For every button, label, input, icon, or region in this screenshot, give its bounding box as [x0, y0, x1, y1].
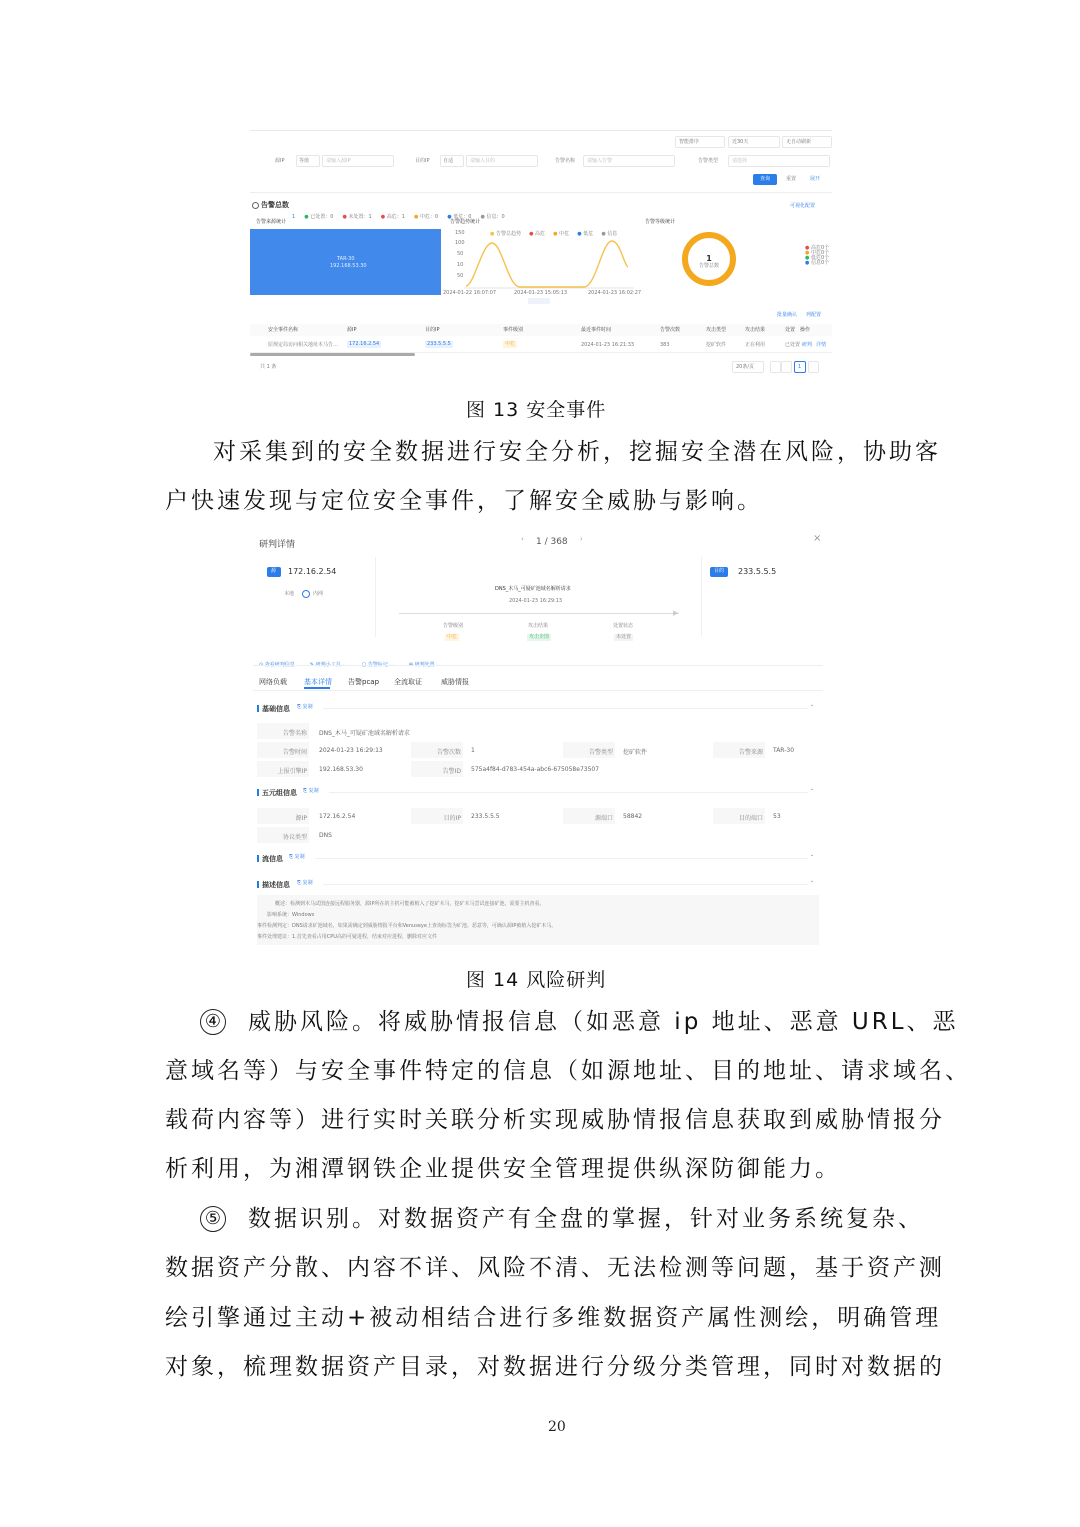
step-label: 攻击结果: [528, 623, 549, 629]
table-total: 共 1 条: [260, 364, 277, 370]
col-count: 告警次数: [660, 327, 681, 333]
source-panel-title: 告警来源统计: [256, 219, 287, 225]
page-current[interactable]: 1: [794, 361, 806, 373]
dest-card: 目的 233.5.5.5: [701, 557, 820, 637]
step-label: 告警级别: [443, 623, 464, 629]
alarm-name-label: 告警名称: [555, 158, 576, 164]
alarm-icon: [252, 202, 259, 209]
tab-alarm-pcap[interactable]: 告警pcap: [348, 678, 380, 686]
figure-14-caption: 图 14 风险研判: [466, 969, 607, 991]
section-description: 描述信息: [257, 880, 290, 890]
col-attack-type: 攻击类型: [706, 327, 727, 333]
source-ip-input[interactable]: 请输入源IP: [322, 155, 394, 167]
detail-link[interactable]: 详情: [816, 342, 827, 348]
level-legend: ● 高危0个 ● 中危0个 ● 低危0个 ● 信息0个: [805, 245, 830, 266]
flow-time: 2024-01-23 16:29:13: [509, 598, 563, 604]
pager-count: 1 / 368: [536, 537, 568, 547]
copy-button[interactable]: ⎘ 复制: [289, 854, 305, 860]
source-ip-label: 源IP: [275, 158, 285, 164]
alarm-type-label: 告警类型: [698, 158, 719, 164]
judge-detail-title: 研判详情: [259, 540, 296, 550]
dest-ip-mode[interactable]: 自适: [440, 155, 464, 167]
pager-next[interactable]: ›: [580, 535, 583, 543]
alarm-type-select[interactable]: 请选择: [728, 155, 830, 167]
judge-link[interactable]: 研判: [802, 342, 813, 348]
paragraph-line: 绘引擎通过主动+被动相结合进行多维数据资产属性测绘，明确管理: [165, 1305, 942, 1331]
dest-ip: 233.5.5.5: [738, 567, 777, 576]
page-first[interactable]: [781, 361, 792, 373]
alarm-name-input[interactable]: 请输入告警: [583, 155, 675, 167]
table-row[interactable]: 原规定局访问相关地址木马告… 172.16.2.54 233.5.5.5 中危 2024-01-23 16:21:33 383 挖矿软件 正在利用 已处置 研判 详情: [250, 338, 832, 353]
source-ip: 172.16.2.54: [288, 567, 337, 576]
step-value: 攻击企图: [529, 634, 550, 640]
refresh-select[interactable]: 无自动刷新: [782, 136, 832, 148]
paragraph-line: 析利用，为湘潭钢铁企业提供安全管理提供纵深防御能力。: [165, 1156, 841, 1182]
source-ip-mode[interactable]: 等值: [296, 155, 320, 167]
col-attack-result: 攻击结果: [745, 327, 766, 333]
figure-13-caption: 图 13 安全事件: [466, 399, 607, 421]
paragraph-line: 户快速发现与定位安全事件，了解安全威胁与影响。: [165, 488, 763, 514]
paragraph-line: 载荷内容等）进行实时关联分析实现威胁情报信息获取到威胁情报分: [165, 1107, 945, 1133]
network-icon: [302, 590, 310, 598]
col-level: 事件级别: [503, 327, 524, 333]
item-number: ④: [200, 1009, 226, 1035]
tab-threat-intel[interactable]: 威胁情报: [441, 678, 469, 686]
col-dest-ip: 目的IP: [425, 327, 440, 333]
query-button[interactable]: 查询: [753, 174, 777, 185]
alarm-total-title: 告警总数: [261, 201, 289, 209]
source-card: 源 172.16.2.54 本地 内网: [257, 557, 376, 637]
tab-basic-detail[interactable]: 基本详情: [304, 678, 332, 686]
judge-actions: [259, 651, 440, 670]
section-basic-info: 基础信息: [257, 704, 290, 714]
page-size-select[interactable]: 20条/页: [732, 361, 764, 373]
paragraph-line: 对象，梳理数据资产目录，对数据进行分级分类管理，同时对数据的: [165, 1354, 945, 1380]
column-config-button[interactable]: 列配置: [806, 312, 822, 318]
page-next[interactable]: [808, 361, 819, 373]
page-prev[interactable]: [770, 361, 781, 373]
dest-ip-input[interactable]: 请输入目的: [466, 155, 538, 167]
pager-prev[interactable]: ‹: [521, 535, 524, 543]
paragraph-line: ⑤ 数据识别。对数据资产有全盘的掌握，针对业务系统复杂、: [200, 1195, 924, 1244]
chevron-down-icon[interactable]: ⌄: [810, 878, 815, 884]
sort-select[interactable]: 智能排序: [675, 136, 725, 148]
paragraph-line: 意域名等）与安全事件特定的信息（如源地址、目的地址、请求域名、: [165, 1058, 971, 1084]
paragraph-line: ④ 威胁风险。将威胁情报信息（如恶意 ip 地址、恶意 URL、恶: [200, 998, 959, 1047]
figure-14: 研判详情 ‹ 1 / 368 › × 源 172.16.2.54 本地 内网 DNS_木马_可疑矿池域名解析请求 2024-01-23 16:29:13 ▶ 告警级别 中危 攻击结果 攻击企图 处置状态 未处置 目的 233.5.5.5 网络负载 基本详情 告警pcap 全流取证 威胁情报 基础信息 ⎘ 复制 ⌄ 告警名称 DNS_木马_可疑矿池域名解析请求 告警时间 2024-01-23 16:29:13 告警次数 1 告警类型 挖矿软件 告警来源 TAR-30 上报引擎IP 192.168.53.30 告警ID 575a4f84-d783-454a-abc6-675058e73507 五元组信息 ⎘ 复制 ⌄ 源IP 172.16.2.54 目的IP 233.5.5.5 源端口 58842 目的端口 53 协议类型 DNS 流信息 ⎘ 复制 ⌄ 描述信息 ⎘ 复制 ⌄ 概述：检测到木马试图连接远程服务器，源IP所在的主机可能被植入了挖矿木马，挖矿木马尝试连接矿池，需要主机查看。 影响系统：Windows 事件检测判定：DNS请求矿池域名，如果需确定到威胁情报平台和Venuseye上查询标签为矿池、恶意等，可确认源IP被植入挖矿木马。 事件处理建议：1.首先查看占用CPU高的可疑进程，结束对应进程，删除对应文件: [253, 527, 825, 945]
paragraph-line: 对采集到的安全数据进行安全分析，挖掘安全潜在风险，协助客: [213, 439, 941, 465]
alarm-stats: 1 ● 已处置：0 ● 未处置：1 ● 高危：1 ● 中危：0 ● 低危：0 ● 信息：0: [292, 214, 505, 220]
col-time: 最近事件时间: [581, 327, 612, 333]
copy-button[interactable]: ⎘ 复制: [303, 788, 319, 794]
col-actions: 操作: [800, 327, 811, 333]
section-flow-info: 流信息: [257, 854, 283, 864]
close-icon[interactable]: ×: [813, 533, 822, 544]
batch-confirm-button[interactable]: 批量确认: [777, 312, 798, 318]
dest-ip-label: 目的IP: [415, 158, 430, 164]
chevron-down-icon[interactable]: ⌄: [810, 852, 815, 858]
source-treemap-block[interactable]: TAR-30 192.168.53.30: [250, 229, 441, 295]
level-donut: 1 告警总数: [682, 232, 736, 286]
chevron-down-icon[interactable]: ⌄: [810, 786, 815, 792]
item-number: ⑤: [200, 1206, 226, 1232]
copy-button[interactable]: ⎘ 复制: [297, 704, 313, 710]
step-label: 处置状态: [613, 623, 634, 629]
visual-config-link[interactable]: 可视化配置: [790, 203, 816, 209]
step-value: 未处置: [616, 634, 632, 640]
section-five-tuple: 五元组信息: [257, 788, 297, 798]
description-box: 概述：检测到木马试图连接远程服务器，源IP所在的主机可能被植入了挖矿木马，挖矿木马尝试连接矿池，需要主机查看。 影响系统：Windows 事件检测判定：DNS请求矿池域名，如果需确定到威胁情报平台和Venuseye上查询标签为矿池、恶意等，可确认源IP被植入挖矿木马。 事件处理建议：1.首先查看占用CPU高的可疑进程，结束对应进程，删除对应文件: [257, 895, 819, 945]
paragraph-line: 数据资产分散、内容不详、风险不清、无法检测等问题，基于资产测: [165, 1255, 945, 1281]
level-panel-title: 告警等级统计: [645, 219, 676, 225]
expand-button[interactable]: 展开: [810, 176, 821, 182]
page-number: 20: [548, 1419, 566, 1435]
col-handled: 处置: [785, 327, 796, 333]
chevron-down-icon[interactable]: ⌄: [810, 702, 815, 708]
flow-event-name: DNS_木马_可疑矿池域名解析请求: [495, 586, 571, 592]
trend-chart: [464, 231, 634, 289]
step-value: 中危: [447, 634, 458, 640]
col-source-ip: 源IP: [347, 327, 357, 333]
tab-network-load[interactable]: 网络负载: [259, 678, 287, 686]
col-event-name: 安全事件名称: [268, 327, 299, 333]
figure-13: 智能排序 近30天 无自动刷新 源IP 等值 请输入源IP 目的IP 自适 请输入目的 告警名称 请输入告警 告警类型 请选择 查询 重置 展开 告警总数 1 ● 已处置：0 ● 未处置：1 ● 高危：1 ● 中危：0 ● 低危：0 ● 信息：0 可视化配置 告警来源统计 TAR-30 192.168.53.30 告警趋势统计 ● 告警总趋势 ● 高危 ● 中危 ● 低危 ● 信息 150 100 50 10 50 2024-01-22 16:07:07 2024-01-23 15:05:13 2024-01-23 16:02:27 告警等级统计 1 告警总数 ● 高危0个 ● 中危0个 ● 低危0个 ● 信息0个 批量确认 列配置 安全事件名称 源IP 目的IP 事件级别 最近事件时间 告警次数 攻击类型 攻击结果 处置 操作 原规定局访问相关地址木马告… 172.16.2.54 233.5.5.5 中危 2024-01-23 16:21:33 383 挖矿软件 正在利用 已处置 研判 详情 共 1 条 20条/页 1: [250, 128, 832, 378]
tab-full-flow[interactable]: 全流取证: [394, 678, 422, 686]
copy-button[interactable]: ⎘ 复制: [297, 880, 313, 886]
trend-panel-title: 告警趋势统计: [450, 219, 481, 225]
chart-collapse-handle[interactable]: [528, 298, 550, 304]
trend-legend: ● 告警总趋势 ● 高危 ● 中危 ● 低危 ● 信息: [490, 231, 618, 237]
table-scrollbar[interactable]: [250, 353, 415, 356]
time-range-select[interactable]: 近30天: [728, 136, 780, 148]
reset-button[interactable]: 重置: [786, 176, 797, 182]
